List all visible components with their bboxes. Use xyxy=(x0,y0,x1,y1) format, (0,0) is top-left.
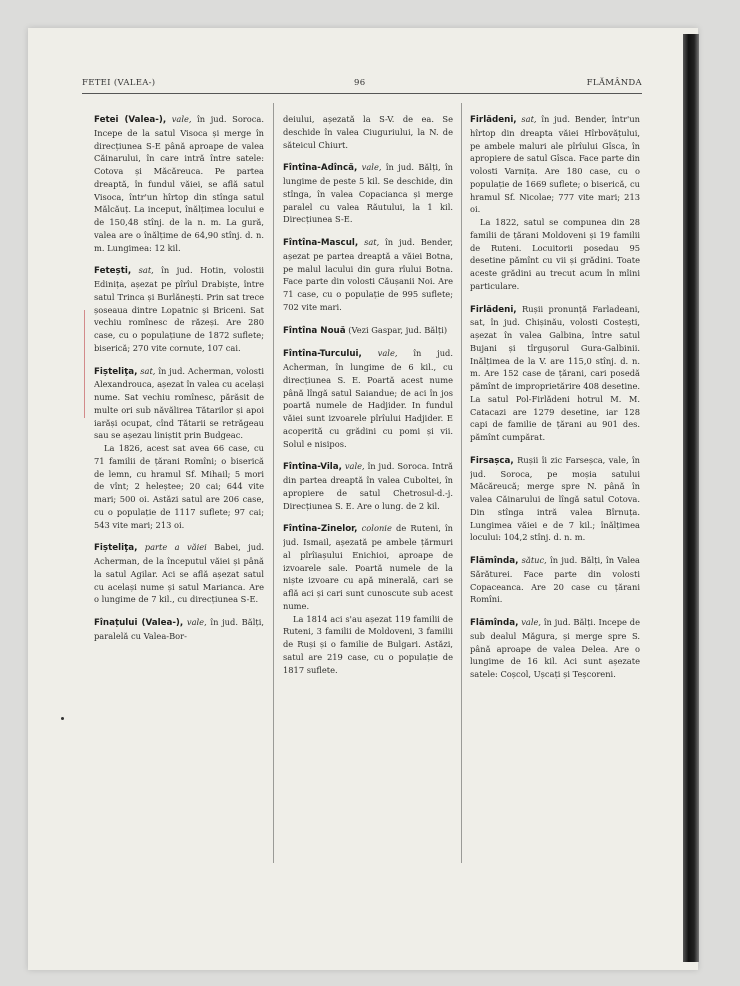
entry-text: Rușii pronunță Farladeani, sat, în jud. Chișinău, volosti Costești, așezat în valea Galbina, între satul Bujani și tîrgușorul Gura-Galbinii. Inălțimea de la V. are 115,0 stînj. d. n. m. Are 152 case de țărani, cari posedă pămînt de improprietărire 408 desetine. La satul Pol-Firlădeni hotrul M. M. Catacazi are 1279 desetine, iar 128 capi de familie de țărani au 901 des. pămînt cumpărat. xyxy=(470,303,640,442)
entry-text: în jud. Bălți, în lungime de peste 5 kil. Se deschide, din stînga, în valea Copacianca și merge paralel cu valea Răutului, la 1 kil. Direcțiunea S-E. xyxy=(283,162,453,225)
entry-text: în jud. Bender, într'un hîrtop din dreapta văiei Hîrbovățului, pe ambele maluri ale pîrîului Gîsca, în apropiere de satul Gîsca. Face parte din volosti Varnița. Are 180 case, cu o populație de 1669 suflete; o biserică, cu hramul Sf. Nicolae; 777 vite mari; 213 oi. xyxy=(470,114,640,215)
entry-type: vale, xyxy=(361,162,382,173)
entry xyxy=(94,365,264,532)
entry-continuation: La 1822, satul se compunea din 28 familii de țărani Moldoveni și 19 familii de Ruteni. Locuitorii posedau 95 desetine pămînt cu vii și grădini. Toate aceste grădini au trecut acum în mîini particulare. xyxy=(470,217,640,291)
book-spine-shadow xyxy=(683,34,699,962)
entry xyxy=(470,616,640,681)
entry xyxy=(283,522,453,676)
entry-type: sat, xyxy=(140,365,156,376)
headword: Flămînda, xyxy=(470,618,519,628)
column-rule xyxy=(273,103,274,863)
entry-type: sat, xyxy=(521,114,537,124)
entry-text: de Ruteni, în jud. Ismail, așezată pe ambele țărmuri al pîrîiașului Enichioi, aproape de izvoarele sale. Poartă numele de la niște izvoare cu apă minerală, cari se află aci și cari sunt cunoscute sub acest nume. xyxy=(283,523,453,611)
entry-text: în jud. Bălți, paralelă cu Valea-Bor- xyxy=(94,617,264,641)
entry-text: în jud. Soroca. Intră din partea dreaptă în valea Cuboltei, în apropiere de satul Chetrosul-d.-j. Direcțiunea S. E. Are o lung. de 2 kil. xyxy=(283,461,453,511)
entry xyxy=(283,236,453,314)
headword: Fîntîna-Vila, xyxy=(283,462,342,473)
header-right: FLĂMÂNDA xyxy=(586,78,642,88)
entry-text: Rușii îi zic Farseșca, vale, în jud. Soroca, pe moșia satului Măcăreucă; merge spre N. până în valea Căinarului de lîngă satul Cotova. Din stînga intră valea Bîrnuța. Lungimea văiei e de 7 kil.; înălțimea locului: 104,2 stînj. d. n. m. xyxy=(470,454,640,543)
entry xyxy=(470,113,640,293)
entry xyxy=(94,113,264,254)
entry xyxy=(470,303,640,444)
margin-dot xyxy=(61,717,64,720)
page-number: 96 xyxy=(354,78,366,88)
entry-text: în jud. Bender, așezat pe partea dreaptă a văiei Botna, pe malul lacului din gura rîului Botna. Face parte din volosti Căușanii Noi. Are 71 case, cu o populație de 995 suflete; 702 vite mari. xyxy=(283,237,453,312)
entry-text: în jud. Hotin, volostii Edinița, așezat pe pîrîul Drabiște, între satul Trinca și Burlănești. Prin sat trece șoseaua dintre Lopatnic și Briceni. Sat vechiu romînesc de răzeși. Are 280 case, cu o populațiune de 1872 suflete; biserică; 270 vite cornute, 107 cai. xyxy=(94,265,264,353)
entry-type: sat, xyxy=(138,265,154,276)
headword: Firlădeni, xyxy=(470,304,517,315)
entry-type: sătuc, xyxy=(521,555,547,565)
headword: Fînațului (Valea-), xyxy=(94,618,184,628)
entry-continuation: La 1814 aci s'au așezat 119 familii de Ruteni, 3 familii de Moldoveni, 3 familii de Ruși și o familie de Bulgari. Astăzi, satul are 219 case, cu o populație de 1817 suflete. xyxy=(283,613,453,675)
entry-type: colonie xyxy=(361,523,392,534)
entry xyxy=(470,454,640,544)
entry-type: sat, xyxy=(364,237,380,247)
margin-mark xyxy=(84,310,85,418)
entry xyxy=(283,324,453,338)
running-header xyxy=(82,78,642,92)
entry xyxy=(283,113,453,151)
entry-text: în jud. Bălți, în Valea Sărăturei. Face parte din volosti Copaceanca. Are 20 case cu țărani Romîni. xyxy=(470,555,640,605)
entry-type: vale, xyxy=(171,114,192,124)
header-left: FETEI (VALEA-) xyxy=(82,78,156,88)
entry-text: Babei, jud. Acherman, de la începutul văiei și până la satul Agilar. Aci se află așezat satul cu același nume și satul Marianca. Are o lungime de 7 kil., cu direcțiunea S-E. xyxy=(94,542,264,605)
entry-text: în jud. Acherman, volosti Alexandrouca, așezat în valea cu același nume. Sat vechiu romînesc, părăsit de multe ori sub năvălirea Tătarilor și apoi iarăși ocupat, cînd Tătarii se retrăgeau sau se așezau liniștit prin Budgeac. xyxy=(94,365,264,441)
entry xyxy=(94,264,264,354)
entry xyxy=(470,554,640,606)
column-1 xyxy=(94,113,264,873)
headword: Fîntîna Nouă xyxy=(283,325,346,336)
headword: Fîntîna-Adîncă, xyxy=(283,163,358,174)
column-rule xyxy=(461,103,462,863)
header-rule xyxy=(82,93,642,94)
entry-text: în jud. Bălți. Incepe de sub dealul Măgura, și merge spre S. până aproape de valea Delea. Are o lungime de 16 kil. Aci sunt așezate satele: Coșcol, Ușcați și Teșcoreni. xyxy=(470,617,640,679)
entry-continuation: La 1826, acest sat avea 66 case, cu 71 familii de țărani Romîni; o biserică de lemn, cu hramul Sf. Mihail; 5 mori de vînt; 2 heleștee; 20 cai; 644 vite mari; 500 oi. Astăzi satul are 206 case, cu o populație de 1117 suflete; 97 cai; 543 vite mari; 213 oi. xyxy=(94,443,264,530)
entry-type: vale, xyxy=(521,617,542,627)
column-3 xyxy=(470,113,640,873)
headword: Fîntîna-Zinelor, xyxy=(283,524,358,535)
entry-text: în jud. Soroca. Incepe de la satul Visoca și merge în direcțiunea S-E până aproape de valea Căinarului, în care intră între satele: Cotova și Măcăreuca. Pe partea dreaptă, în fundul văiei, se află satul Visoca, într'un hîrtop din stînga satul Mălcăuț. La inceput, înălțimea locului e de 150,48 stînj. de la n. m. La gură, valea are o înălțime de 64,90 stînj. d. n. m. Lungimea: 12 kil. xyxy=(94,114,264,253)
headword: Fetei (Valea-), xyxy=(94,115,167,125)
entry-text: deiului, așezată la S-V. de ea. Se deschide în valea Ciuguriului, la N. de săteicul Chiurt. xyxy=(283,114,453,150)
entry-type: vale, xyxy=(377,348,398,359)
entry xyxy=(94,616,264,643)
headword: Flămînda, xyxy=(470,556,519,566)
entry-type: vale, xyxy=(186,617,207,627)
headword: Fișteliţa, xyxy=(94,543,138,554)
entry xyxy=(283,347,453,450)
entry-text: (Vezi Gaspar, jud. Bălți) xyxy=(348,324,448,335)
column-2 xyxy=(283,113,453,803)
entry-text: în jud. Acherman, în lungime de 6 kil., cu direcțiunea S. E. Poartă acest nume până lîngă satul Saiandue; de aci în jos poartă numele de Hadjider. In fundul văiei sunt izvoarele pîrîului Hadjider. E acoperită cu grădini cu pomi și vii. Solul e nisipos. xyxy=(283,348,453,449)
entry-type: vale, xyxy=(344,461,365,472)
headword: Firsașca, xyxy=(470,455,514,466)
headword: Fîntîna-Turcului, xyxy=(283,349,362,360)
headword: Firlădeni, xyxy=(470,115,517,125)
entry xyxy=(283,161,453,226)
entry-type: parte a văiei xyxy=(144,542,207,553)
headword: Fetești, xyxy=(94,266,132,277)
entry xyxy=(94,541,264,606)
headword: Fîntîna-Mascul, xyxy=(283,238,359,248)
headword: Fișteliţa, xyxy=(94,366,138,377)
entry xyxy=(283,460,453,512)
